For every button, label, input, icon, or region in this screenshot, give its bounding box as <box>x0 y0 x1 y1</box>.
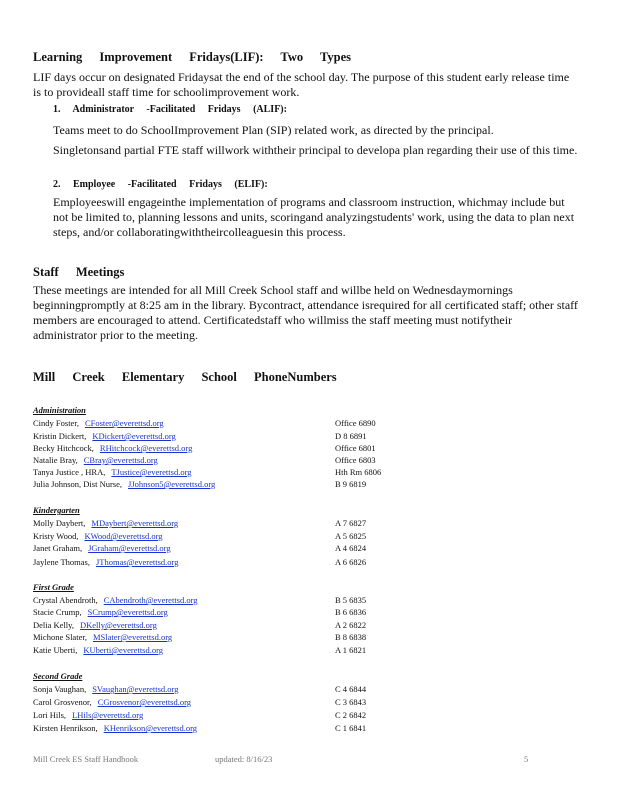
table-row: Carol Grosvenor, CGrosvenor@everettsd.org C 3 6843 <box>33 697 367 707</box>
footer-handbook-title: Mill Creek ES Staff Handbook <box>33 754 139 764</box>
email-link[interactable]: MSlater@everettsd.org <box>92 632 173 642</box>
table-row: Sonja Vaughan, SVaughan@everettsd.org C 4 6844 <box>33 684 367 694</box>
section-title-administration: Administration <box>33 405 86 415</box>
email-link[interactable]: KDickert@everettsd.org <box>92 431 176 441</box>
email-link[interactable]: JJohnson5@everettsd.org <box>128 479 216 489</box>
phone-heading: Mill Creek Elementary School PhoneNumbers <box>33 370 337 384</box>
lif-item1-title: 1. Administrator -Facilitated Fridays (ALIF): <box>53 104 287 115</box>
footer-updated-date: updated: 8/16/23 <box>215 754 273 764</box>
email-link[interactable]: JGraham@everettsd.org <box>88 543 171 553</box>
lif-item1-p2: Singletonsand partial FTE staff willwork withtheir principal to developa plan regarding their use of this time. <box>53 143 578 157</box>
table-row: Lori Hils, LHils@everettsd.org C 2 6842 <box>33 710 367 720</box>
table-row: Julia Johnson, Dist Nurse, JJohnson5@everettsd.org B 9 6819 <box>33 479 367 489</box>
email-link[interactable]: RHitchcock@everettsd.org <box>99 443 193 453</box>
email-link[interactable]: TJustice@everettsd.org <box>111 467 192 477</box>
email-link[interactable]: CFoster@everettsd.org <box>84 418 164 428</box>
lif-heading: Learning Improvement Fridays(LIF): Two Types <box>33 50 352 64</box>
section-title-first-grade: First Grade <box>33 582 74 592</box>
email-link[interactable]: KUberti@everettsd.org <box>83 645 164 655</box>
lif-item2-p1: Employeeswill engageinthe implementation of programs and classroom instruction, whichmay include but not be limited to, planning lessons and units, scoringand analyzingstudents' work, using the data to plan next steps, and/or collaboratingwiththeircolleaguesin this process. <box>53 195 575 239</box>
table-row: Kirsten Henrikson, KHenrikson@everettsd.org C 1 6841 <box>33 723 367 733</box>
meetings-heading: Staff Meetings <box>33 265 125 279</box>
table-row: Jaylene Thomas, JThomas@everettsd.org A 6 6826 <box>33 557 367 567</box>
table-row: Becky Hitchcock, RHitchcock@everettsd.org Office 6801 <box>33 443 376 453</box>
email-link[interactable]: MDaybert@everettsd.org <box>91 518 179 528</box>
section-title-second-grade: Second Grade <box>33 671 83 681</box>
table-row: Katie Uberti, KUberti@everettsd.org A 1 6821 <box>33 645 367 655</box>
email-link[interactable]: KHenrikson@everettsd.org <box>103 723 198 733</box>
email-link[interactable]: CGrosvenor@everettsd.org <box>97 697 192 707</box>
email-link[interactable]: SVaughan@everettsd.org <box>92 684 179 694</box>
email-link[interactable]: JThomas@everettsd.org <box>95 557 179 567</box>
email-link[interactable]: DKelly@everettsd.org <box>80 620 157 630</box>
meetings-text: These meetings are intended for all Mill Creek School staff and willbe held on Wednesdaymornings beginningpromptly at 8:25 am in the library. Bycontract, attendance isrequired for all certificated staff; other staff members are encouraged to attend. Certificatedstaff who willmiss the staff meeting must notifytheir administrator prior to the meeting. <box>33 283 578 342</box>
table-row: Tanya Justice , HRA, TJustice@everettsd.org Hth Rm 6806 <box>33 467 382 477</box>
email-link[interactable]: CBray@everettsd.org <box>83 455 158 465</box>
table-row: Cindy Foster, CFoster@everettsd.org Office 6890 <box>33 418 376 428</box>
table-row: Stacie Crump, SCrump@everettsd.org B 6 6836 <box>33 607 367 617</box>
table-row: Kristy Wood, KWood@everettsd.org A 5 6825 <box>33 531 367 541</box>
lif-intro: LIF days occur on designated Fridaysat the end of the school day. The purpose of this student early release time is to provideall staff time for schoolimprovement work. <box>33 70 570 99</box>
email-link[interactable]: KWood@everettsd.org <box>84 531 163 541</box>
lif-item2-title: 2. Employee -Facilitated Fridays (ELIF): <box>53 179 268 190</box>
lif-item1-p1: Teams meet to do SchoolImprovement Plan (SIP) related work, as directed by the principal. <box>53 123 494 137</box>
section-title-kindergarten: Kindergarten <box>33 505 80 515</box>
table-row: Crystal Abendroth, CAbendroth@everettsd.org B 5 6835 <box>33 595 367 605</box>
table-row: Michone Slater, MSlater@everettsd.org B 8 6838 <box>33 632 367 642</box>
table-row: Janet Graham, JGraham@everettsd.org A 4 6824 <box>33 543 367 553</box>
footer-page-number: 5 <box>524 754 529 764</box>
table-row: Natalie Bray, CBray@everettsd.org Office 6803 <box>33 455 376 465</box>
table-row: Molly Daybert, MDaybert@everettsd.org A 7 6827 <box>33 518 367 528</box>
email-link[interactable]: CAbendroth@everettsd.org <box>103 595 198 605</box>
email-link[interactable]: SCrump@everettsd.org <box>87 607 168 617</box>
table-row: Delia Kelly, DKelly@everettsd.org A 2 6822 <box>33 620 367 630</box>
table-row: Kristin Dickert, KDickert@everettsd.org D 8 6891 <box>33 431 367 441</box>
email-link[interactable]: LHils@everettsd.org <box>72 710 144 720</box>
